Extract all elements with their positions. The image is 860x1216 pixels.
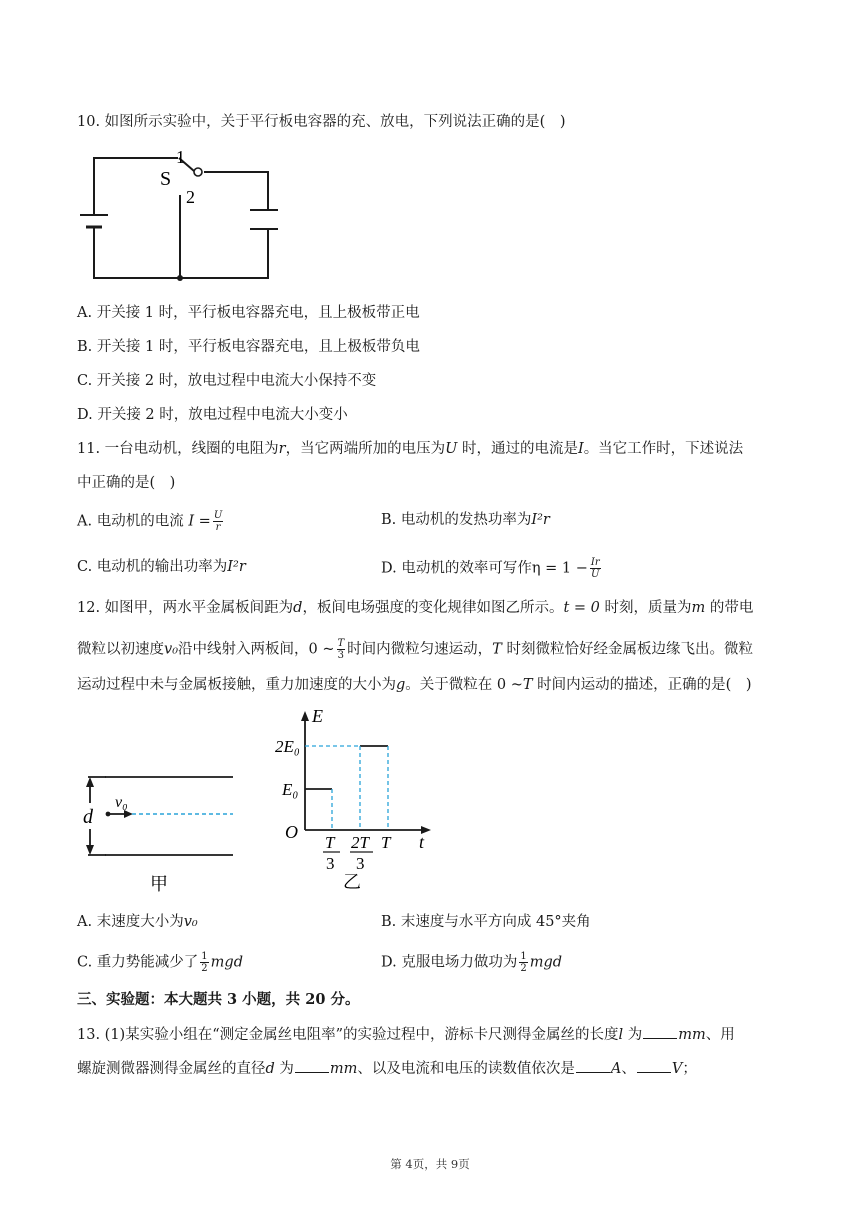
q10-option-c: C. 开关接 2 时，放电过程中电流大小保持不变: [77, 373, 377, 389]
section-3-heading: 三、实验题：本大题共 3 小题，共 20 分。: [77, 991, 360, 1008]
jia-caption: 甲: [150, 874, 168, 894]
yi-tick1-num: T: [325, 833, 335, 852]
yi-2e0-label: 2E₀: [275, 737, 300, 756]
q10-stem: 10. 如图所示实验中，关于平行板电容器的充、放电，下列说法正确的是( ): [77, 114, 566, 130]
yi-tick2-num: 2T: [351, 833, 369, 852]
q12-figure-yi: [275, 705, 445, 890]
blank-voltage[interactable]: [637, 1058, 671, 1073]
yi-tick1-den: 3: [326, 854, 335, 873]
q11-stem-line2: 中正确的是( ): [77, 475, 176, 491]
q11-option-d: D. 电动机的效率可写作η = 1 − $\frac{Ir}{U}$: [381, 557, 600, 580]
yi-origin: O: [285, 822, 298, 842]
q12-stem-line3: 运动过程中未与金属板接触，重力加速度的大小为g。关于微粒在 0 ~T 时间内运动的描述，正确的是( ): [77, 677, 752, 693]
q12-option-c: C. 重力势能减少了 $\frac{1}{2}$ mgd: [77, 951, 243, 974]
blank-current[interactable]: [576, 1058, 610, 1073]
yi-e0-label: E₀: [282, 780, 299, 799]
yi-tick2-den: 3: [356, 854, 365, 873]
particle: [106, 812, 111, 817]
circuit-wire-top-right: [204, 172, 268, 210]
q12-stem-line2: 微粒以初速度v₀沿中线射入两板间，0 ~ $\frac{T}{3}$ 时间内微粒匀速运动，T 时刻微粒恰好经金属板边缘飞出。微粒: [77, 638, 753, 661]
switch-pos-1: 1: [176, 147, 185, 167]
q11-option-a: A. 电动机的电流 I = $\frac{U}{r}$: [77, 510, 223, 533]
circuit-junction: [177, 275, 183, 281]
q11-option-c: C. 电动机的输出功率为I²r: [77, 559, 246, 575]
blank-length[interactable]: [643, 1024, 677, 1039]
q13-line1: 13. (1)某实验小组在“测定金属丝电阻率”的实验过程中，游标卡尺测得金属丝的长度l 为 mm、用: [77, 1024, 735, 1045]
page-footer: 第 4页，共 9页: [390, 1157, 470, 1171]
yi-caption: 乙: [343, 872, 361, 890]
q10-option-a: A. 开关接 1 时，平行板电容器充电，且上极板带正电: [77, 305, 420, 321]
yi-axis-t: t: [419, 832, 425, 852]
switch-pos-2: 2: [186, 187, 195, 207]
switch-label: S: [160, 168, 172, 190]
q13-line2: 螺旋测微器测得金属丝的直径d 为 mm、以及电流和电压的读数值依次是 A、 V；: [77, 1058, 697, 1079]
q10-circuit-diagram: [78, 145, 278, 285]
jia-v0-label: v₀: [115, 794, 128, 811]
q12-figure-jia: [70, 765, 250, 895]
jia-d-label: d: [83, 806, 93, 828]
q11-option-b: B. 电动机的发热功率为I²r: [381, 512, 550, 528]
q12-option-b: B. 末速度与水平方向成 45°夹角: [381, 914, 591, 930]
switch-contact-1: [194, 168, 202, 176]
q10-option-b: B. 开关接 1 时，平行板电容器充电，且上极板带负电: [77, 339, 420, 355]
q11-stem-line1: 11. 一台电动机，线圈的电阻为r，当它两端所加的电压为U 时，通过的电流是I。当它工作时，下述说法: [77, 441, 744, 457]
yi-tick3: T: [381, 833, 391, 852]
yi-axis-e: E: [312, 706, 323, 726]
q12-stem-line1: 12. 如图甲，两水平金属板间距为d，板间电场强度的变化规律如图乙所示。t = 0 时刻，质量为m 的带电: [77, 600, 754, 616]
q10-option-d: D. 开关接 2 时，放电过程中电流大小变小: [77, 407, 348, 423]
q12-option-d: D. 克服电场力做功为 $\frac{1}{2}$ mgd: [381, 951, 563, 974]
blank-diameter[interactable]: [295, 1058, 329, 1073]
q12-option-a: A. 末速度大小为v₀: [77, 914, 198, 930]
